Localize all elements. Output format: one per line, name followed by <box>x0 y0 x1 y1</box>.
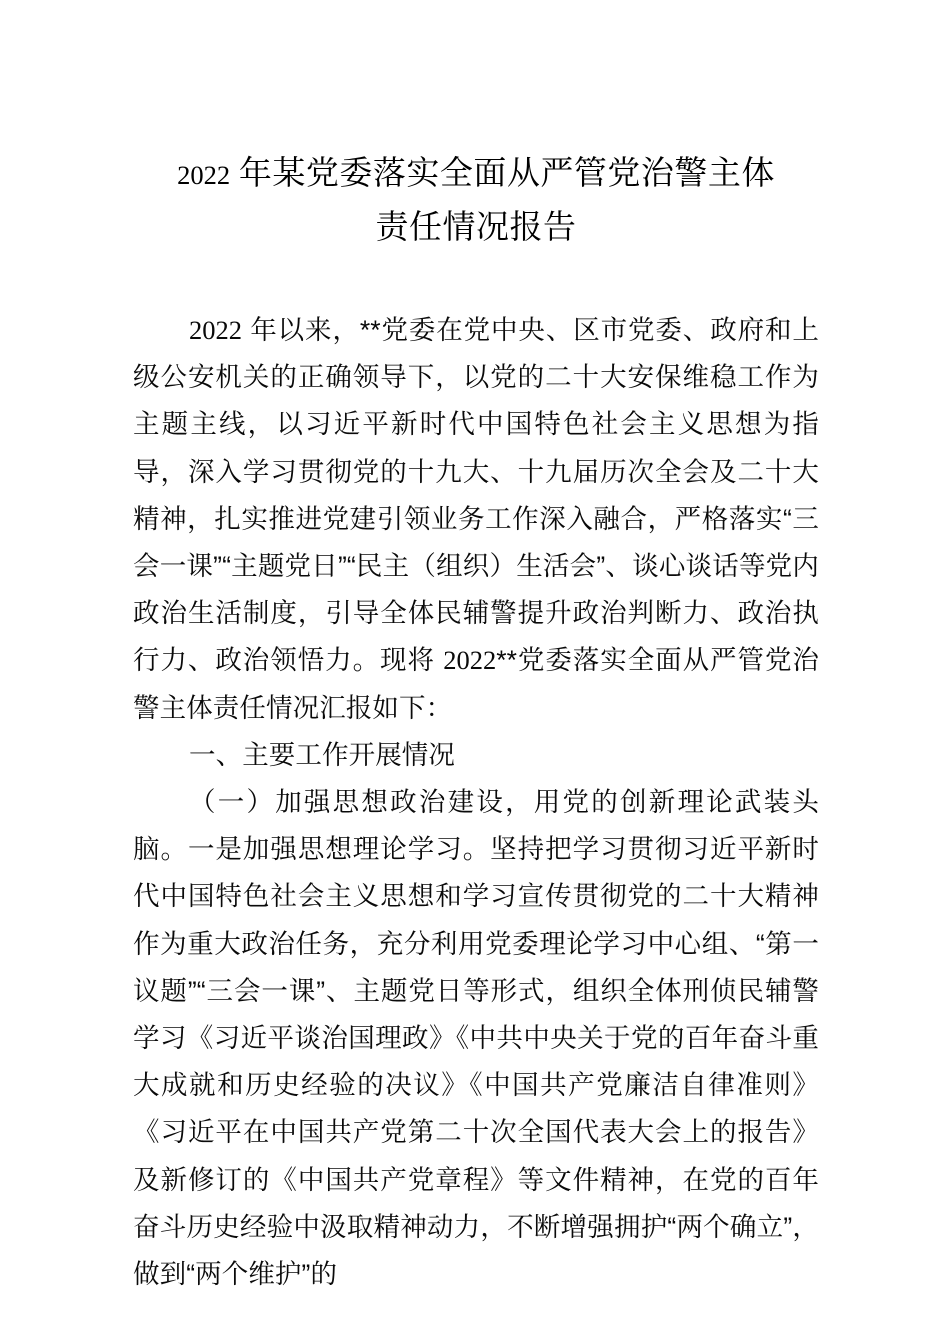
heading-main-work: 一、主要工作开展情况 <box>189 739 455 770</box>
subsection-ideological-political-construction: （一）加强思想政治建设，用党的创新理论武装头脑。一是加强思想理论学习。坚持把学习贯彻习近平新时代中国特色社会主义思想和学习宣传贯彻党的二十大精神作为重大政治任务，充分利用党委理论学习中心组、“第一议题”“三会一课”、主题党日等形式，组织全体刑侦民辅警学习《习近平谈治国理政》《中共中央关于党的百年奋斗重大成就和历史经验的决议》《中国共产党廉洁自律准则》《习近平在中国共产党第二十次全国代表大会上的报告》及新修订的《中国共产党章程》等文件精神，在党的百年奋斗历史经验中汲取精神动力，不断增强拥护“两个确立”，做到“两个维护”的 <box>133 787 819 1290</box>
page-title-line-1: 2022 年某党委落实全面从严管党治警主体 <box>177 156 775 192</box>
page-title <box>133 148 819 255</box>
paragraph-opening: 2022 年以来，**党委在党中央、区市党委、政府和上级公安机关的正确领导下，以党的二十大安保维稳工作为主题主线，以习近平新时代中国特色社会主义思想为指导，深入学习贯彻党的十九大、十九届历次全会及二十大精神，扎实推进党建引领业务工作深入融合，严格落实“三会一课”“主题党日”“民主（组织）生活会”、谈心谈话等党内政治生活制度，引导全体民辅警提升政治判断力、政治执行力、政治领悟力。现将 2022**党委落实全面从严管党治警主体责任情况汇报如下： <box>133 315 820 723</box>
document-body <box>133 148 819 1298</box>
page-title-line-2: 责任情况报告 <box>375 210 577 246</box>
